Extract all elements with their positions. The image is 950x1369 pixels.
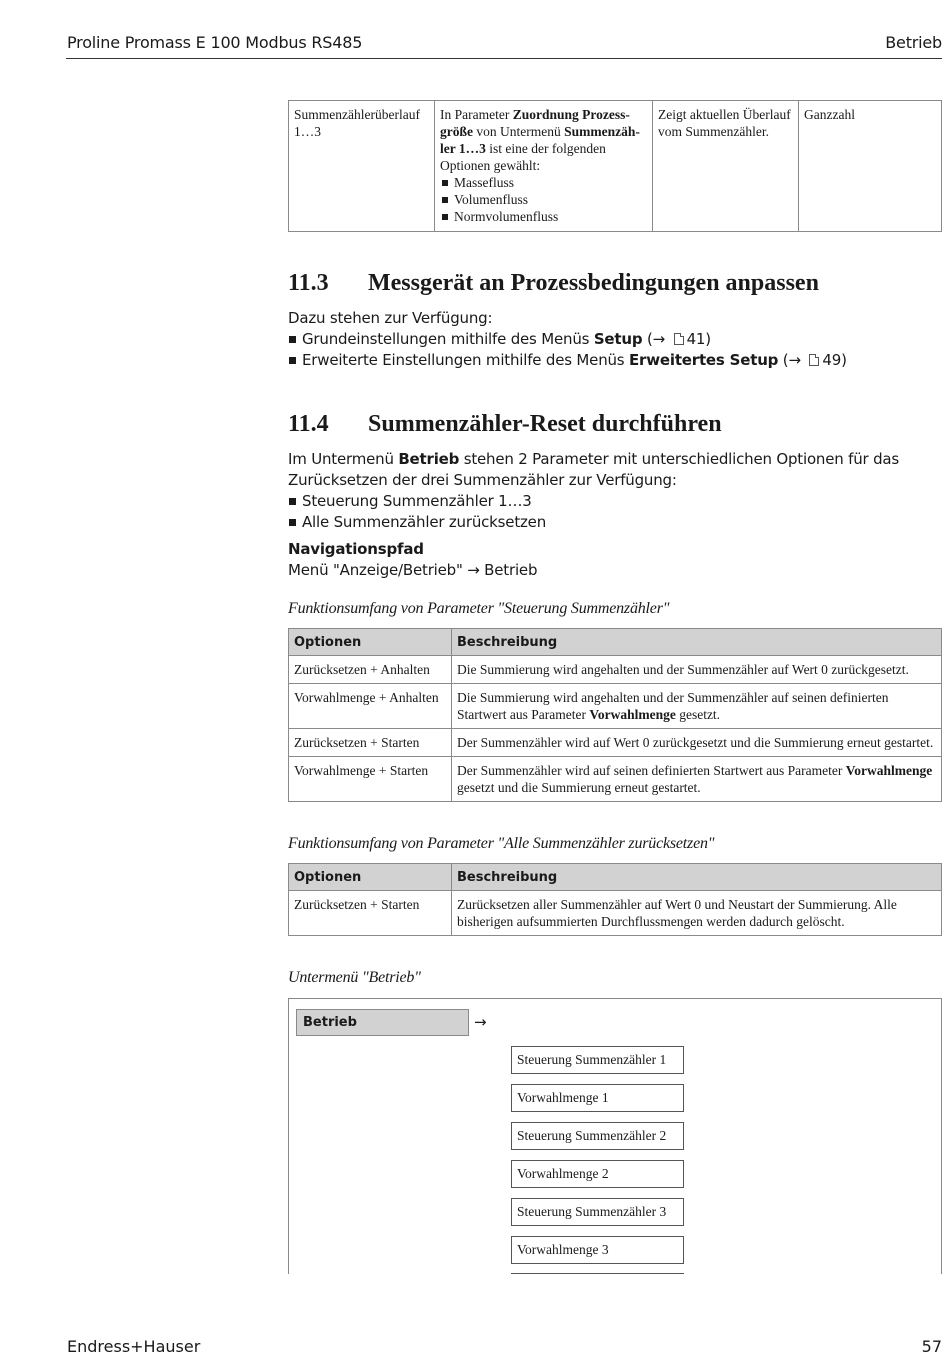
nav-path-heading: Navigationspfad (288, 540, 424, 558)
description-text: gesetzt. (675, 707, 721, 722)
bullet-advanced-setup (288, 350, 943, 371)
paragraph-text: Im Untermenü (288, 450, 399, 468)
description-cell (452, 729, 942, 757)
description-text: gesetzt und die Summierung erneut gestartet. (457, 780, 701, 795)
menu-item-vorwahlmenge-1: Vorwahlmenge 1 (511, 1084, 684, 1112)
menu-item-vorwahlmenge-3: Vorwahlmenge 3 (511, 1236, 684, 1264)
paragraph-text: stehen 2 Parameter mit unterschiedlichen Optionen für das Zurücksetzen der drei Summenzähler zur Verfügung: (288, 450, 899, 489)
option-cell: Zurücksetzen + Starten (289, 729, 452, 757)
description-text: Der Summenzähler wird auf Wert 0 zurückgesetzt und die Summierung erneut gestartet. (457, 735, 934, 750)
header-chapter: Betrieb (885, 33, 942, 52)
arrow-right-icon: → (474, 1013, 487, 1031)
bullet-text: Erweiterte Einstellungen mithilfe des Menüs (302, 351, 629, 369)
option-cell: Zurücksetzen + Starten (289, 891, 452, 936)
bullet-text: (→ (642, 330, 670, 348)
bullet-setup (288, 329, 943, 350)
bullet-item: Alle Summenzähler zurücksetzen (288, 512, 943, 533)
column-header: Optionen (289, 629, 452, 656)
prereq-submenu: Summenzähler 1…3 (440, 124, 640, 156)
parameter-name: Vorwahlmenge (589, 707, 676, 722)
section-11-4-body (288, 449, 943, 581)
section-heading-11-3 (288, 270, 819, 297)
intro-text: Dazu stehen zur Verfügung: (288, 309, 493, 327)
page-ref-icon (674, 333, 684, 345)
overflow-parameter-table (288, 100, 942, 232)
menu-caption: Untermenü "Betrieb" (288, 969, 421, 986)
footer-company: Endress+Hauser (67, 1337, 201, 1356)
header-doc-title: Proline Promass E 100 Modbus RS485 (67, 33, 363, 52)
table-row (289, 656, 942, 684)
description-cell: Zeigt aktuellen Überlauf vom Summenzähler. (653, 101, 799, 232)
option-cell: Vorwahlmenge + Starten (289, 757, 452, 802)
column-header: Beschreibung (452, 864, 942, 891)
menu-item-steuerung-3: Steuerung Summenzähler 3 (511, 1198, 684, 1226)
intro-paragraph (288, 449, 943, 491)
description-cell (452, 757, 942, 802)
description-text: Die Summierung wird angehalten und der Summenzähler auf seinen definierten Startwert aus Parameter (457, 690, 889, 722)
prereq-text: von Untermenü (473, 124, 565, 139)
description-text: Der Summenzähler wird auf seinen definierten Startwert aus Parameter (457, 763, 846, 778)
table-caption: Funktionsumfang von Parameter "Steuerung Summenzähler" (288, 600, 670, 617)
section-title: Messgerät an Prozessbedingungen anpassen (368, 270, 819, 296)
steuerung-options-table (288, 628, 942, 802)
table-caption: Funktionsumfang von Parameter "Alle Summenzähler zurücksetzen" (288, 835, 715, 852)
list-item: Volumenfluss (440, 191, 647, 208)
page-reference[interactable]: 41) (686, 330, 711, 348)
header-rule (66, 58, 942, 59)
list-item: Normvolumenfluss (440, 208, 647, 225)
list-item: Massefluss (440, 174, 647, 191)
options-list (440, 174, 647, 225)
prereq-param: Zuordnung Prozessgröße (440, 107, 630, 139)
prerequisite-cell (435, 101, 653, 232)
description-cell: Zurücksetzen aller Summenzähler auf Wert 0 und Neustart der Summierung. Alle bisherigen aufsummierten Durchflussmengen werden dadurch gelöscht. (452, 891, 942, 936)
parameter-cell: Summenzählerüberlauf 1…3 (289, 101, 435, 232)
column-header: Beschreibung (452, 629, 942, 656)
table-row (289, 757, 942, 802)
prereq-text: ist eine der folgenden Optionen gewählt: (440, 141, 606, 173)
table-row (289, 684, 942, 729)
menu-name: Erweitertes Setup (629, 351, 779, 369)
page-ref-icon (809, 354, 819, 366)
description-text: Die Summierung wird angehalten und der Summenzähler auf Wert 0 zurückgesetzt. (457, 662, 909, 677)
option-cell: Vorwahlmenge + Anhalten (289, 684, 452, 729)
menu-item-steuerung-1: Steuerung Summenzähler 1 (511, 1046, 684, 1074)
table-row (289, 101, 942, 232)
user-interface-cell: Ganzzahl (799, 101, 942, 232)
section-number: 11.4 (288, 411, 329, 437)
menu-item-vorwahlmenge-2: Vorwahlmenge 2 (511, 1160, 684, 1188)
page-number: 57 (921, 1337, 942, 1356)
section-heading-11-4 (288, 411, 722, 438)
bullet-text: (→ (778, 351, 806, 369)
menu-name: Setup (593, 330, 643, 348)
section-number: 11.3 (288, 270, 329, 296)
menu-item-continuation (511, 1273, 684, 1274)
table-row (289, 891, 942, 936)
option-cell: Zurücksetzen + Anhalten (289, 656, 452, 684)
reset-all-options-table (288, 863, 942, 936)
section-title: Summenzähler-Reset durchführen (368, 411, 722, 437)
table-row (289, 729, 942, 757)
bullet-text: Grundeinstellungen mithilfe des Menüs (302, 330, 594, 348)
section-11-3-body (288, 308, 943, 371)
menu-root-betrieb: Betrieb (296, 1009, 469, 1036)
table-header-row (289, 864, 942, 891)
bullet-item: Steuerung Summenzähler 1…3 (288, 491, 943, 512)
nav-path: Menü "Anzeige/Betrieb" → Betrieb (288, 561, 538, 579)
column-header: Optionen (289, 864, 452, 891)
submenu-name: Betrieb (398, 450, 460, 468)
menu-item-steuerung-2: Steuerung Summenzähler 2 (511, 1122, 684, 1150)
description-cell (452, 656, 942, 684)
table-header-row (289, 629, 942, 656)
description-cell (452, 684, 942, 729)
parameter-name: Vorwahlmenge (845, 763, 933, 778)
prereq-text: In Parameter (440, 107, 513, 122)
page-reference[interactable]: 49) (822, 351, 847, 369)
